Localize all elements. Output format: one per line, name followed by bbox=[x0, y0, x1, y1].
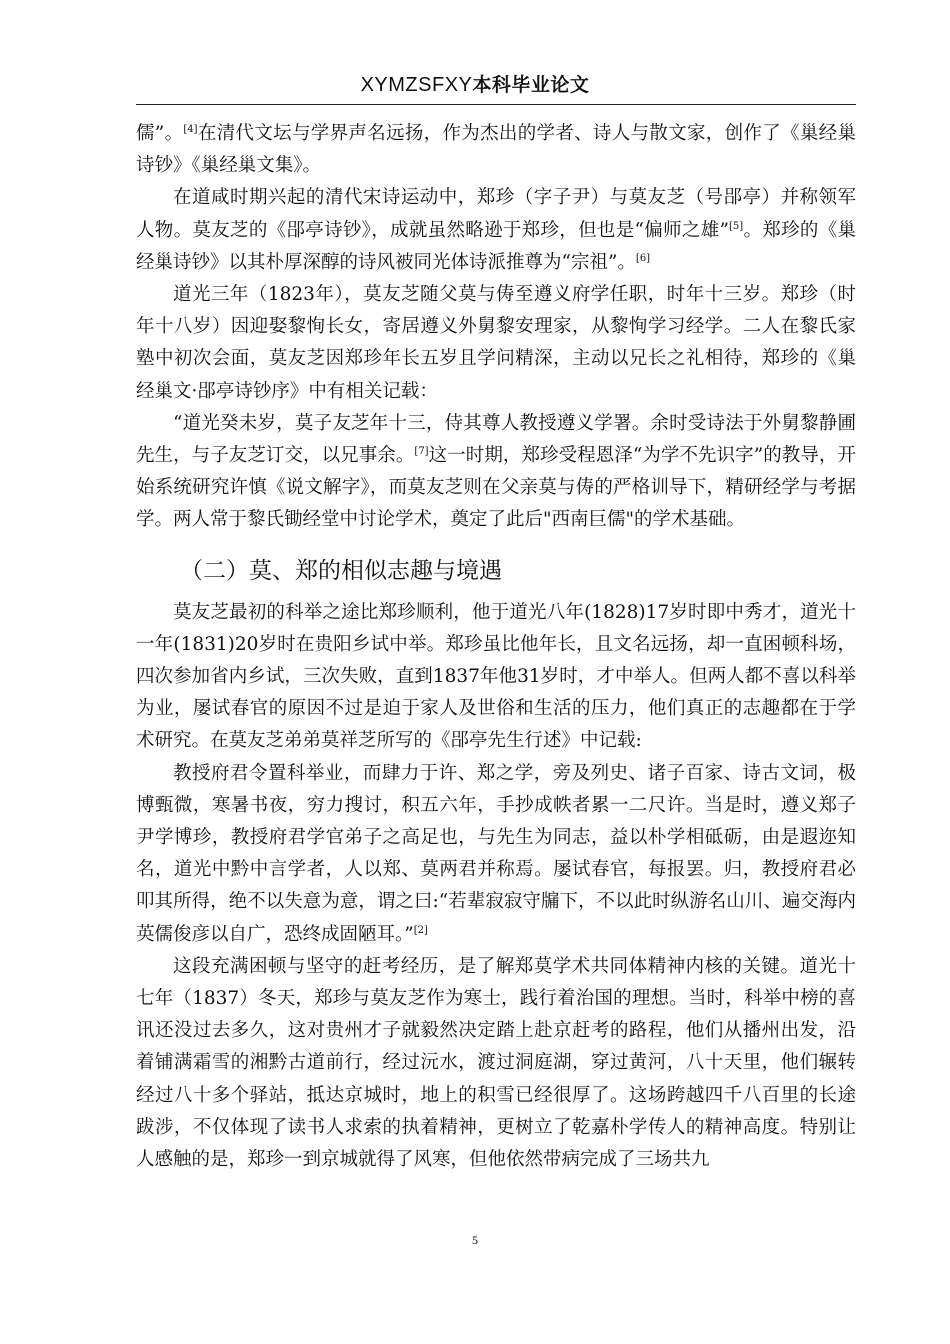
citation-ref: [6] bbox=[635, 252, 651, 264]
paragraph-text: 儒”。 bbox=[136, 123, 184, 144]
citation-ref: [2] bbox=[413, 924, 428, 936]
paragraph-text: 这一时期，郑珍受程恩泽“为学不先识字”的教导，开始系统研究许慎《说文解字》，而莫友芝则在父亲莫与俦的严格训导下，精研经学与考据学。两人常于黎氏锄经堂中讨论学术，奠定了此后"西南巨儒"的学术基础。 bbox=[136, 445, 856, 531]
paragraph: 莫友芝最初的科举之途比郑珍顺利，他于道光八年(1828)17岁时即中秀才，道光十一年(1831)20岁时在贵阳乡试中举。郑珍虽比他年长，且文名远扬，却一直困顿科场，四次参加省内乡试，三次失败，直到1837年他31岁时，才中举人。但两人都不喜以科举为业，屡试春官的原因不过是迫于家人及世俗和生活的压力，他们真正的志趣都在于学术研究。在莫友芝弟弟莫祥芝所写的《郘亭先生行述》中记载: bbox=[136, 601, 856, 752]
paragraph-text: 在道咸时期兴起的清代宋诗运动中，郑珍（字子尹）与莫友芝（号郘亭）并称领军人物。莫友芝的《郘亭诗钞》，成就虽然略逊于郑珍，但也是“偏师之雄” bbox=[136, 187, 856, 241]
paragraph-text: “道光癸未岁，莫子友芝年十三，侍其尊人教授遵义学署。余时受诗法于外舅黎静圃先生，与子友芝订交，以兄事余。 bbox=[136, 412, 856, 467]
header-rule bbox=[136, 104, 856, 105]
running-header bbox=[0, 70, 950, 97]
paragraph bbox=[136, 182, 856, 279]
paragraph-text: 教授府君令置科举业，而肆力于许、郑之学，旁及列史、诸子百家、诗古文词，极博甄微，寒暑书夜，穷力搜讨，积五六年，手抄成帙者累一二尺许。当是时，遵义郑子尹学博珍，教授府君学官弟子之高足也，与先生为同志，益以朴学相砥砺，由是遐迩知名，道光中黔中言学者，人以郑、莫两君并称焉。屡试春官，每报罢。归，教授府君必叩其所得，绝不以失意为意，谓之曰:“若辈寂寂守牖下，不以此时纵游名山川、遍交海内英儒俊彦以自广，恐终成固陋耳。” bbox=[136, 762, 856, 945]
section-heading: （二）莫、郑的相似志趣与境遇 bbox=[180, 557, 502, 584]
body-text bbox=[136, 118, 856, 1176]
paragraph-text: 。郑珍的《巢经巢诗钞》以其朴厚深醇的诗风被同光体诗派推尊为“宗祖”。 bbox=[136, 219, 856, 273]
citation-ref: [4] bbox=[183, 123, 198, 135]
page-number: 5 bbox=[472, 1233, 478, 1247]
paragraph: 道光三年（1823年），莫友芝随父莫与俦至遵义府学任职，时年十三岁。郑珍（时年十八岁）因迎娶黎恂长女，寄居遵义外舅黎安理家，从黎恂学习经学。二人在黎氏家塾中初次会面，莫友芝因郑珍年长五岁且学问精深，主动以兄长之礼相待，郑珍的《巢经巢文·郘亭诗钞序》中有相关记载： bbox=[136, 284, 856, 402]
spacer bbox=[136, 537, 856, 545]
paragraph-text: 在清代文坛与学界声名远扬，作为杰出的学者、诗人与散文家，创作了《巢经巢诗钞》《巢经巢文集》。 bbox=[136, 123, 856, 177]
citation-ref: [7] bbox=[414, 445, 429, 457]
header-title: 本科毕业论文 bbox=[472, 74, 590, 96]
paragraph: 这段充满困顿与坚守的赶考经历，是了解郑莫学术共同体精神内核的关键。道光十七年（1837）冬天，郑珍与莫友芝作为寒士，践行着治国的理想。当时，科举中榜的喜讯还没过去多久，这对贵州才子就毅然决定踏上赴京赶考的路程，他们从播州出发，沿着铺满霜雪的湘黔古道前行，经过沅水，渡过洞庭湖，穿过黄河，八十天里，他们辗转经过八十多个驿站，抵达京城时，地上的积雪已经很厚了。这场跨越四千八百里的长途跋涉，不仅体现了读书人求索的执着精神，更树立了乾嘉朴学传人的精神高度。特别让人感触的是，郑珍一到京城就得了风寒，但他依然带病完成了三场共九 bbox=[136, 955, 856, 1171]
quotation-paragraph bbox=[136, 758, 856, 951]
quotation-paragraph bbox=[136, 408, 856, 537]
paragraph-continuation bbox=[136, 118, 856, 182]
citation-ref: [5] bbox=[728, 220, 744, 232]
header-code: XYMZSFXY bbox=[360, 74, 473, 96]
